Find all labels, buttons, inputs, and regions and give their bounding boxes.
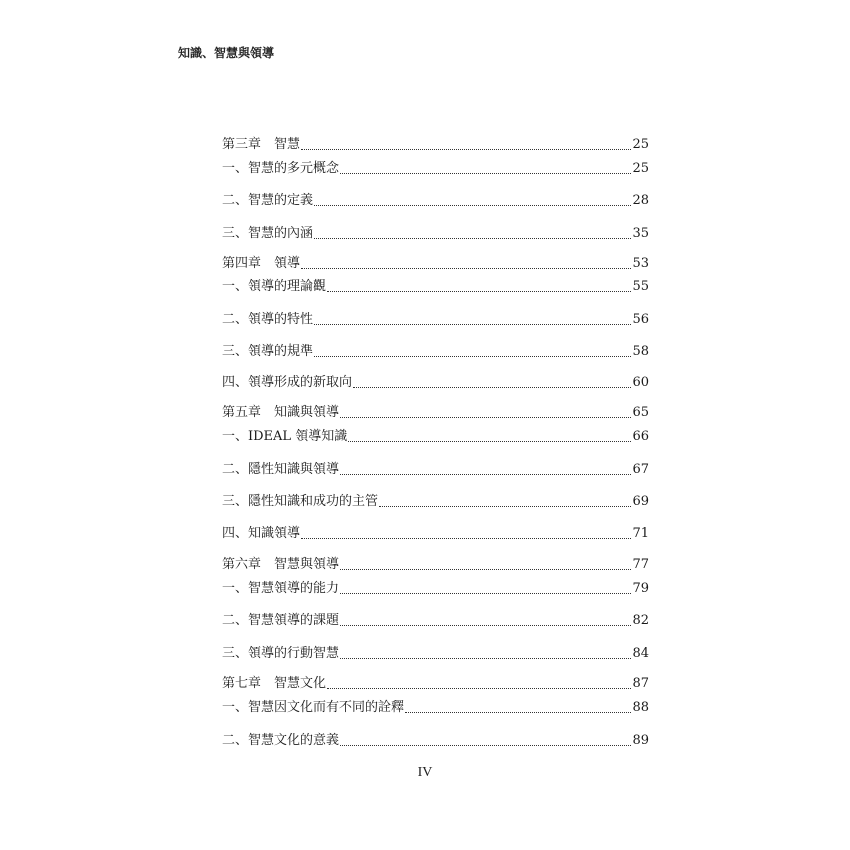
dot-leader (340, 568, 631, 570)
toc-entry-title: 第五章 知識與領導 (222, 405, 340, 420)
toc-entry-page: 25 (632, 161, 649, 176)
dot-leader (340, 624, 631, 626)
dot-leader (301, 537, 631, 539)
toc-entry (222, 644, 649, 664)
toc-entry-page: 53 (632, 256, 649, 271)
dot-leader (301, 148, 631, 150)
dot-leader (340, 592, 631, 594)
toc-entry (222, 159, 649, 179)
toc-entry-title: 三、領導的行動智慧 (222, 646, 340, 661)
toc-entry-title: 一、智慧的多元概念 (222, 161, 340, 176)
toc-entry-title: 第四章 領導 (222, 256, 301, 271)
dot-leader (301, 267, 631, 269)
toc-entry (222, 427, 649, 447)
dot-leader (340, 473, 631, 475)
toc-entry (222, 674, 649, 694)
toc-entry-page: 89 (632, 733, 649, 748)
toc-entry-title: 一、智慧領導的能力 (222, 581, 340, 596)
toc-entry (222, 555, 649, 575)
toc-entry-page: 79 (632, 581, 649, 596)
toc-entry (222, 135, 649, 155)
toc-entry-page: 55 (632, 279, 649, 294)
toc-entry (222, 224, 649, 244)
toc-entry-page: 35 (632, 226, 649, 241)
toc-entry-page: 65 (632, 405, 649, 420)
toc-entry (222, 492, 649, 512)
toc-entry-page: 56 (632, 312, 649, 327)
dot-leader (340, 172, 631, 174)
toc-entry (222, 579, 649, 599)
toc-entry-page: 82 (632, 613, 649, 628)
toc-entry-page: 67 (632, 462, 649, 477)
toc-entry (222, 373, 649, 393)
toc-entry (222, 524, 649, 544)
dot-leader (314, 237, 631, 239)
toc-entry (222, 731, 649, 751)
toc-entry-page: 84 (632, 646, 649, 661)
dot-leader (353, 386, 631, 388)
toc-entry (222, 310, 649, 330)
dot-leader (327, 687, 631, 689)
toc-entry-title: 一、智慧因文化而有不同的詮釋 (222, 700, 405, 715)
toc-entry-title: 第六章 智慧與領導 (222, 557, 340, 572)
toc-entry-title: 三、隱性知識和成功的主管 (222, 494, 379, 509)
toc-entry-page: 58 (632, 344, 649, 359)
toc-entry-title: 三、領導的規準 (222, 344, 314, 359)
running-head: 知識、智慧與領導 (178, 46, 275, 60)
toc-entry (222, 698, 649, 718)
toc-entry-page: 25 (632, 137, 649, 152)
page-number: IV (417, 765, 433, 780)
toc-entry-page: 66 (632, 429, 649, 444)
toc-entry-page: 71 (632, 526, 649, 541)
toc-entry (222, 403, 649, 423)
toc-entry-page: 77 (632, 557, 649, 572)
toc-entry-title: 四、知識領導 (222, 526, 301, 541)
toc-entry (222, 460, 649, 480)
dot-leader (379, 505, 631, 507)
toc-entry (222, 254, 649, 274)
toc-entry-title: 四、領導形成的新取向 (222, 375, 353, 390)
toc-entry-title: 二、智慧領導的課題 (222, 613, 340, 628)
dot-leader (314, 355, 631, 357)
toc-entry (222, 342, 649, 362)
dot-leader (314, 323, 631, 325)
dot-leader (405, 711, 631, 713)
toc-entry (222, 277, 649, 297)
toc-entry-page: 69 (632, 494, 649, 509)
toc-entry-page: 87 (632, 676, 649, 691)
toc-entry-title: 三、智慧的內涵 (222, 226, 314, 241)
dot-leader (314, 204, 631, 206)
toc-entry (222, 611, 649, 631)
dot-leader (340, 416, 631, 418)
toc-entry-title: 二、智慧文化的意義 (222, 733, 340, 748)
toc-entry-title: 二、隱性知識與領導 (222, 462, 340, 477)
toc-entry-page: 28 (632, 193, 649, 208)
dot-leader (340, 744, 631, 746)
toc-entry-page: 60 (632, 375, 649, 390)
toc-entry-title: 一、IDEAL 領導知識 (222, 429, 348, 444)
toc-entry-title: 第七章 智慧文化 (222, 676, 327, 691)
toc-entry-title: 二、智慧的定義 (222, 193, 314, 208)
toc-entry (222, 191, 649, 211)
toc-entry-title: 第三章 智慧 (222, 137, 301, 152)
toc-entry-title: 一、領導的理論觀 (222, 279, 327, 294)
toc-entry-page: 88 (632, 700, 649, 715)
toc-entry-title: 二、領導的特性 (222, 312, 314, 327)
dot-leader (340, 657, 631, 659)
dot-leader (348, 440, 631, 442)
dot-leader (327, 290, 631, 292)
